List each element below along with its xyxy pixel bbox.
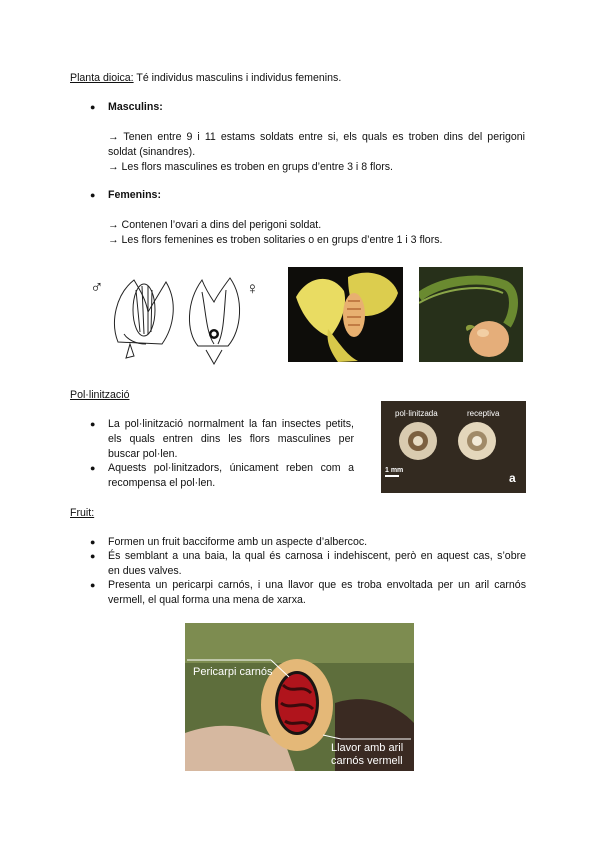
femenins-line1: → Contenen l’ovari a dins del perigoni soldat. bbox=[108, 219, 322, 231]
fruit-photo bbox=[185, 623, 414, 771]
bullet-line: recompensa el pol·len. bbox=[108, 476, 216, 489]
flower-drawings bbox=[86, 272, 276, 368]
bullet-line: Presenta un pericarpi carnós, i una llavor que es troba envoltada per un aril carnós bbox=[108, 579, 526, 591]
masculins-title: Masculins: bbox=[108, 101, 163, 113]
receptive-label: receptiva bbox=[467, 409, 500, 418]
seed-label-1: Llavor amb aril bbox=[331, 742, 404, 754]
intro-text: Té individus masculins i individus femenins. bbox=[133, 72, 342, 84]
pericarp-label: Pericarpi carnós bbox=[193, 666, 273, 678]
female-symbol: ♀ bbox=[246, 279, 259, 298]
femenins-title: Femenins: bbox=[108, 189, 161, 201]
masculins-line2: → Les flors masculines es troben en grups d’entre 3 i 8 flors. bbox=[108, 160, 393, 173]
flower-section-drawing bbox=[106, 272, 256, 368]
pollination-photo bbox=[381, 401, 526, 493]
masculins-bullet bbox=[90, 100, 163, 115]
seed-label-2: carnós vermell bbox=[331, 755, 403, 767]
bullet-line: buscar pol·len. bbox=[108, 447, 178, 460]
panel-label: a bbox=[509, 471, 516, 485]
intro-heading: Planta dioica: bbox=[70, 72, 134, 84]
bullet-dot: ● bbox=[90, 419, 96, 429]
bullet-line: La pol·linització normalment la fan insectes petits, bbox=[108, 418, 354, 430]
femenins-bullet bbox=[90, 188, 161, 203]
bullet-dot: ● bbox=[90, 463, 96, 473]
bullet-dot: ● bbox=[90, 102, 96, 112]
femenins-line2: → Les flors femenines es troben solitaries o en grups d’entre 1 i 3 flors. bbox=[108, 233, 443, 246]
bullet-line: Aquests pol·linitzadors, únicament reben com a bbox=[108, 462, 354, 474]
male-flower-photo bbox=[288, 267, 403, 362]
bullet-line: en dues valves. bbox=[108, 564, 182, 577]
masculins-line1b: soldat (sinandres). bbox=[108, 145, 196, 158]
fruit-bullet-2 bbox=[90, 549, 526, 579]
masculins-line1: → Tenen entre 9 i 11 estams soldats entre si, els quals es troben dins del perigoni bbox=[108, 131, 525, 143]
bullet-line: Formen un fruit bacciforme amb un aspecte d’albercoc. bbox=[108, 536, 368, 548]
scale-label: 1 mm bbox=[385, 467, 404, 474]
fruit-bullet-1 bbox=[90, 535, 526, 550]
pollinated-label: pol·linitzada bbox=[395, 409, 438, 418]
masculins-body bbox=[108, 130, 525, 174]
pollinitzacio-bullet-2 bbox=[90, 461, 354, 491]
pollinitzacio-bullet-1 bbox=[90, 417, 354, 461]
fruit-bullet-3 bbox=[90, 578, 526, 608]
fruit-heading: Fruit: bbox=[70, 507, 95, 519]
bullet-line: els quals entren dins les flors masculines per bbox=[108, 432, 354, 445]
male-symbol: ♂ bbox=[90, 277, 104, 297]
bullet-line: És semblant a una baia, la qual és carnosa i indehiscent, però en aquest cas, s’obre bbox=[108, 550, 526, 562]
femenins-body bbox=[108, 218, 525, 248]
female-flower-photo bbox=[419, 267, 523, 362]
pollinitzacio-heading: Pol·linització bbox=[70, 389, 130, 401]
bullet-dot: ● bbox=[90, 537, 96, 547]
bullet-dot: ● bbox=[90, 551, 96, 561]
bullet-line: vermell, el qual forma una mena de xarxa. bbox=[108, 593, 306, 606]
bullet-dot: ● bbox=[90, 190, 96, 200]
bullet-dot: ● bbox=[90, 580, 96, 590]
intro-line bbox=[70, 71, 341, 86]
